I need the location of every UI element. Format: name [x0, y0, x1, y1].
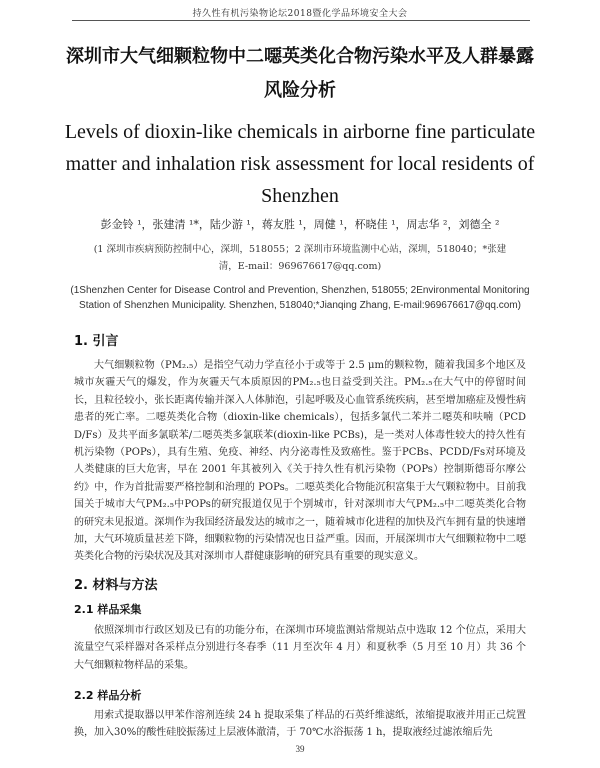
subsection-heading-analysis: 2.2 样品分析	[74, 689, 142, 702]
affiliation-english: (1Shenzhen Center for Disease Control and Prevention, Shenzhen, 518055; 2Environmental Monitoring Station of Shenzhen Municipality. Shenzhen, 518040;*Jianqing Zhang, E-mail:969676617@qq.com)	[70, 285, 530, 311]
introduction-paragraph: 大气细颗粒物（PM₂.₅）是指空气动力学直径小于或等于 2.5 μm的颗粒物，随着我国多个地区及城市灰霾天气的爆发，作为灰霾天气本质原因的PM₂.₅也日益受到关注。PM₂.₅在大气中的停留时间长，且粒径较小，张长距离传输并深入人体肺泡，引起呼吸及心血管系统疾病，甚至增加癌症及慢性病患者的死亡率。二噁英类化合物（dioxin-like chemicals），包括多氯代二苯并二噁英和呋喃（PCDD/Fs）及共平面多氯联苯/二噁英类多氯联苯(dioxin-like PCBs)，是一类对人体毒性较大的持久性有机污染物（POPs），具有生殖、免疫、神经、内分泌毒性及致癌性。鉴于PCBs、PCDD/Fs对环境及人类健康的巨大危害，早在 2001 年其被列入《关于持久性有机污染物（POPs）控制斯德哥尔摩公约》中，作为首批需要严格控制和治理的 POPs。二噁英类化合物能沉积富集于大气颗粒物中。目前我国关于城市大气PM₂.₅中POPs的研究报道仅见于个别城市，针对深圳市大气PM₂.₅中二噁英类化合物的研究未见报道。深圳作为我国经济最发达的城市之一，随着城市化进程的加快及汽车拥有量的快速增加，大气环境质量甚差下降，细颗粒物的污染情况也日益严重。因而，开展深圳市大气细颗粒物中二噁英类化合物的污染状况及其对深圳市人群健康影响的研究具有重要的现实意义。	[74, 360, 526, 563]
title-english: Levels of dioxin-like chemicals in airborne fine particulate matter and inhalation risk assessment for local residents of Shenzhen	[64, 121, 536, 207]
affiliation-chinese: (1 深圳市疾病预防控制中心，深圳，518055；2 深圳市环境监测中心站，深圳，518040；*张建清，E-mail：969676617@qq.com)	[93, 244, 507, 272]
title-chinese: 深圳市大气细颗粒物中二噁英类化合物污染水平及人群暴露风险分析	[66, 46, 534, 101]
subsection-heading-sampling: 2.1 样品采集	[74, 603, 142, 616]
header-rule	[72, 20, 530, 21]
sampling-paragraph: 依照深圳市行政区划及已有的功能分布，在深圳市环境监测站常规站点中选取 12 个位点，采用大流量空气采样器对各采样点分别进行冬春季（11 月至次年 4 月）和夏秋季（5 月至 10 月）共 36 个大气细颗粒物样品的采集。	[74, 625, 526, 671]
running-header: 持久性有机污染物论坛2018暨化学品环境安全大会	[192, 9, 408, 19]
page-number: 39	[295, 744, 305, 754]
section-heading-methods: 2. 材料与方法	[74, 578, 158, 593]
author-list: 彭金铃 ¹，张建清 ¹*，陆少游 ¹，蒋友胜 ¹，周健 ¹，杯晓佳 ¹，周志华 ²，刘德全 ²	[100, 218, 500, 231]
analysis-paragraph: 用索式提取器以甲苯作溶剂连续 24 h 提取采集了样品的石英纤维滤纸，浓缩提取液并用正己烷置换，加入30%的酸性硅胶振荡过上层液体澈清，于 70℃水浴振荡 1 h，提取液经过滤浓缩后先	[74, 710, 526, 739]
section-heading-introduction: 1. 引言	[74, 334, 119, 349]
